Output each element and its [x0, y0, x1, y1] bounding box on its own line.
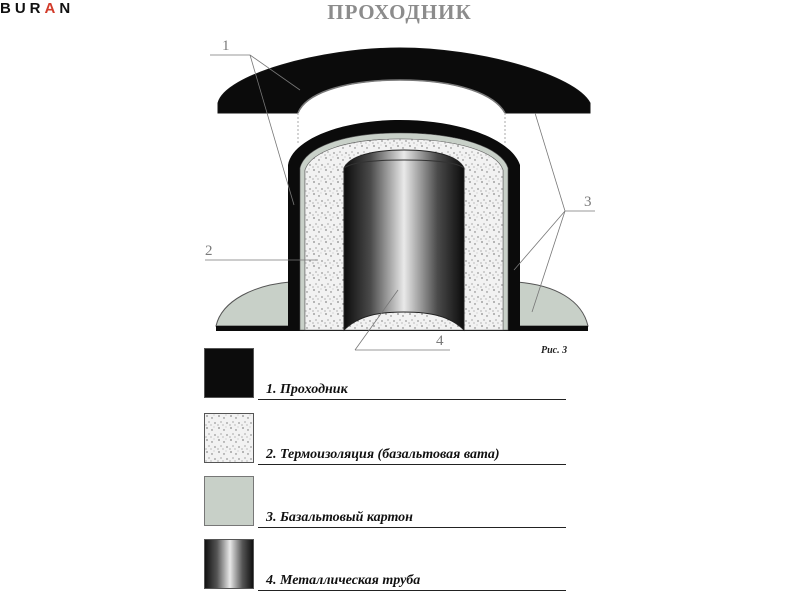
callout-number: 3 [584, 194, 592, 210]
brand-logo-part: N [59, 0, 75, 17]
page-title: ПРОХОДНИК [327, 0, 472, 24]
callout-number: 1 [222, 38, 230, 54]
legend-underline [258, 464, 566, 465]
bottom-flange-right-board [517, 282, 588, 326]
legend-underline [258, 590, 566, 591]
brand-logo-part: BUR [0, 0, 45, 17]
callout-1 [210, 38, 300, 205]
figure-caption: Рис. 3 [541, 345, 568, 356]
callout-3 [514, 113, 595, 312]
leader-line [535, 113, 565, 211]
legend-underline [258, 527, 566, 528]
legend-underline [258, 399, 566, 400]
brand-logo-accent: A [44, 0, 60, 17]
legend-label: 4. Металлическая труба [266, 573, 421, 588]
callout-number: 4 [436, 333, 444, 349]
legend-label: 3. Базальтовый картон [266, 510, 413, 525]
metal-pipe [344, 150, 464, 330]
legend-label: 1. Проходник [266, 382, 348, 397]
legend-item-1 [204, 348, 566, 400]
bottom-flange-left-board [216, 282, 290, 326]
legend-item-4 [204, 539, 566, 591]
legend-label: 2. Термоизоляция (базальтовая вата) [266, 447, 500, 462]
legend-item-2 [204, 413, 566, 465]
callout-number: 2 [205, 243, 213, 259]
legend-swatch-insulation [204, 413, 254, 463]
legend-swatch-basalt-board [204, 476, 254, 526]
legend-swatch-metal-pipe [204, 539, 254, 589]
leader-line [514, 211, 565, 270]
legend-swatch-black [204, 348, 254, 398]
legend-item-3 [204, 476, 566, 528]
